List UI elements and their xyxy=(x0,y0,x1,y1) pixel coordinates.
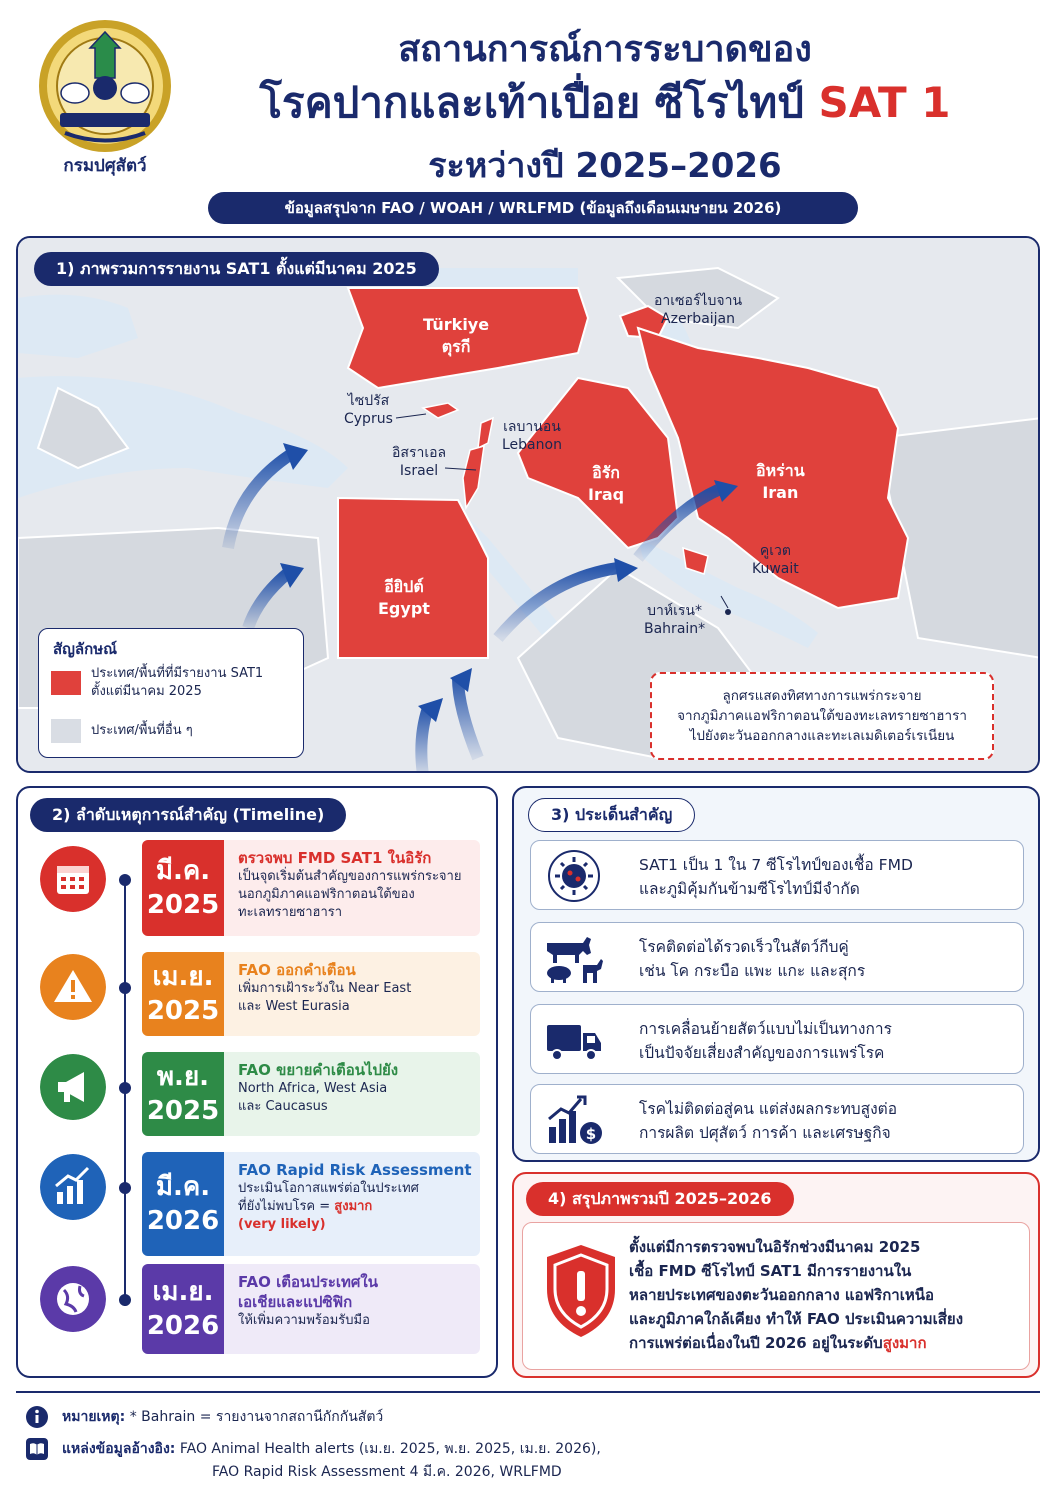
section-2-title: 2) ลำดับเหตุการณ์สำคัญ (Timeline) xyxy=(30,798,346,832)
event-date: มี.ค. 2025 xyxy=(142,840,224,936)
event-body: FAO ออกคำเตือน เพิ่มการเฝ้าระวังใน Near East และ West Eurasia xyxy=(238,961,412,1014)
summary-text: ตั้งแต่มีการตรวจพบในอิรักช่วงมีนาคม 2025 เชื้อ FMD ซีโรไทป์ SAT1 มีการรายงานใน หลายประเทศของตะวันออกกลาง แอฟริกาเหนือ และภูมิภาคใกล้เคียง ทำให้ FAO ประเมินความเสี่ยง การแพร่ต่อเนื่องในปี 2026 อยู่ในระดับสูงมาก xyxy=(629,1238,964,1352)
issue-card-3 xyxy=(530,1004,1024,1074)
map-legend xyxy=(38,628,304,758)
department-name: กรมปศุสัตว์ xyxy=(63,156,147,176)
summary-box xyxy=(522,1222,1030,1370)
info-icon xyxy=(26,1406,48,1428)
megaphone-icon xyxy=(40,1054,106,1120)
timeline-event-2 xyxy=(142,952,480,1036)
title-line-3: ระหว่างปี 2025–2026 xyxy=(428,146,782,186)
footer-divider xyxy=(16,1391,1040,1393)
label-turkiye: Türkiye ตุรกี xyxy=(423,315,490,356)
event-body: FAO ขยายคำเตือนไปยัง North Africa, West Asia และ Caucasus xyxy=(238,1061,399,1114)
header xyxy=(0,0,1055,232)
source-banner: ข้อมูลสรุปจาก FAO / WOAH / WRLFMD (ข้อมูลถึงเดือนเมษายน 2026) xyxy=(208,192,858,224)
title-main: โรคปากและเท้าเปื่อย ซีโรไทป์ xyxy=(259,78,819,127)
event-body: ตรวจพบ FMD SAT1 ในอิรัก เป็นจุดเริ่มต้นสำคัญของการแพร่กระจาย นอกภูมิภาคแอฟริกาตอนใต้ของ ทะเลทรายซาฮารา xyxy=(238,849,462,920)
footnote: หมายเหตุ: * Bahrain = รายงานจากสถานีกักกันสัตว์ xyxy=(62,1409,384,1425)
globe-icon xyxy=(40,1266,106,1332)
black-sea xyxy=(418,268,578,288)
issue-text: โรคติดต่อได้รวดเร็วในสัตว์กีบคู่ เช่น โค กระบือ แพะ แกะ และสุกร xyxy=(639,938,866,980)
issue-text: การเคลื่อนย้ายสัตว์แบบไม่เป็นทางการ เป็นปัจจัยเสี่ยงสำคัญของการแพร่โรค xyxy=(639,1020,892,1062)
economy-chart-icon xyxy=(543,1093,605,1147)
event-body: FAO เตือนประเทศใน เอเชียและแปซิฟิก ให้เพิ่มความพร้อมรับมือ xyxy=(238,1273,378,1328)
timeline-dot xyxy=(119,1082,131,1094)
section-3-title: 3) ประเด็นสำคัญ xyxy=(528,798,695,832)
timeline-dot xyxy=(119,1294,131,1306)
references: แหล่งข้อมูลอ้างอิง: FAO Animal Health alerts (เม.ย. 2025, พ.ย. 2025, เม.ย. 2026), xyxy=(62,1441,601,1457)
legend-swatch-reported xyxy=(51,671,81,695)
label-israel: อิสราเอล Israel xyxy=(392,445,447,479)
legend-title: สัญลักษณ์ xyxy=(53,640,118,658)
title-line-1: สถานการณ์การระบาดของ xyxy=(398,29,812,70)
svg-text:$: $ xyxy=(585,1125,597,1143)
spread-arrow-3 xyxy=(421,708,428,773)
section-1-title: 1) ภาพรวมการรายงาน SAT1 ตั้งแต่มีนาคม 2025 xyxy=(34,252,439,286)
livestock-icon xyxy=(543,931,605,985)
timeline-event-3 xyxy=(142,1052,480,1136)
section-timeline xyxy=(16,786,498,1378)
virus-icon xyxy=(543,849,605,903)
label-egypt: อียิปต์ Egypt xyxy=(378,577,430,618)
label-lebanon: เลบานอน Lebanon xyxy=(502,419,562,453)
label-iran: อิหร่าน Iran xyxy=(756,461,805,502)
label-bahrain: บาห์เรน* Bahrain* xyxy=(644,603,706,637)
truck-icon xyxy=(543,1013,605,1067)
growth-chart-icon xyxy=(40,1154,106,1220)
legend-swatch-other xyxy=(51,719,81,743)
calendar-icon xyxy=(40,846,106,912)
event-date: มี.ค. 2026 xyxy=(142,1152,224,1256)
shield-alert-icon xyxy=(541,1241,621,1341)
warning-icon xyxy=(40,954,106,1020)
section-summary xyxy=(512,1172,1040,1378)
issue-card-4 xyxy=(530,1084,1024,1154)
legend-reported-text: ประเทศ/พื้นที่ที่มีรายงาน SAT1 ตั้งแต่มีนาคม 2025 xyxy=(91,666,264,699)
legend-other-text: ประเทศ/พื้นที่อื่น ๆ xyxy=(91,723,193,738)
label-kuwait: คูเวต Kuwait xyxy=(752,543,799,577)
timeline-event-4 xyxy=(142,1152,480,1256)
event-body: FAO Rapid Risk Assessment ประเมินโอกาสแพร่ต่อในประเทศ ที่ยังไม่พบโรค = สูงมาก (very likely) xyxy=(238,1161,472,1232)
section-key-issues xyxy=(512,786,1040,1162)
arrow-explanation-note: ลูกศรแสดงทิศทางการแพร่กระจาย จากภูมิภาคแอฟริกาตอนใต้ของทะเลทรายซาฮารา ไปยังตะวันออกกลางและทะเลเมดิเตอร์เรเนียน xyxy=(650,672,994,760)
references-line-2: FAO Rapid Risk Assessment 4 มี.ค. 2026, WRLFMD xyxy=(212,1464,562,1480)
timeline-dot xyxy=(119,982,131,994)
event-date: พ.ย. 2025 xyxy=(142,1052,224,1136)
title-highlight: SAT 1 xyxy=(818,78,951,127)
label-iraq: อิรัก Iraq xyxy=(588,463,625,504)
timeline-dot xyxy=(119,1182,131,1194)
timeline-event-1 xyxy=(142,840,480,936)
bahrain-marker xyxy=(725,609,731,615)
section-4-title: 4) สรุปภาพรวมปี 2025–2026 xyxy=(526,1182,794,1216)
issue-text: โรคไม่ติดต่อสู่คน แต่ส่งผลกระทบสูงต่อ การผลิต ปศุสัตว์ การค้า และเศรษฐกิจ xyxy=(639,1100,898,1142)
label-cyprus: ไซปรัส Cyprus xyxy=(344,393,393,427)
issue-card-1 xyxy=(530,840,1024,910)
issue-text: SAT1 เป็น 1 ใน 7 ซีโรไทป์ของเชื้อ FMD และภูมิคุ้มกันข้ามซีโรไทป์มีจำกัด xyxy=(639,856,913,898)
book-icon xyxy=(26,1438,48,1460)
label-azerbaijan: อาเซอร์ไบจาน Azerbaijan xyxy=(654,293,743,327)
section-map-overview xyxy=(16,236,1040,773)
title-line-2 xyxy=(180,70,1030,136)
event-date: เม.ย. 2025 xyxy=(142,952,224,1036)
timeline-dot xyxy=(119,874,131,886)
issue-card-2 xyxy=(530,922,1024,992)
event-date: เม.ย. 2026 xyxy=(142,1264,224,1354)
timeline-event-5 xyxy=(142,1264,480,1354)
